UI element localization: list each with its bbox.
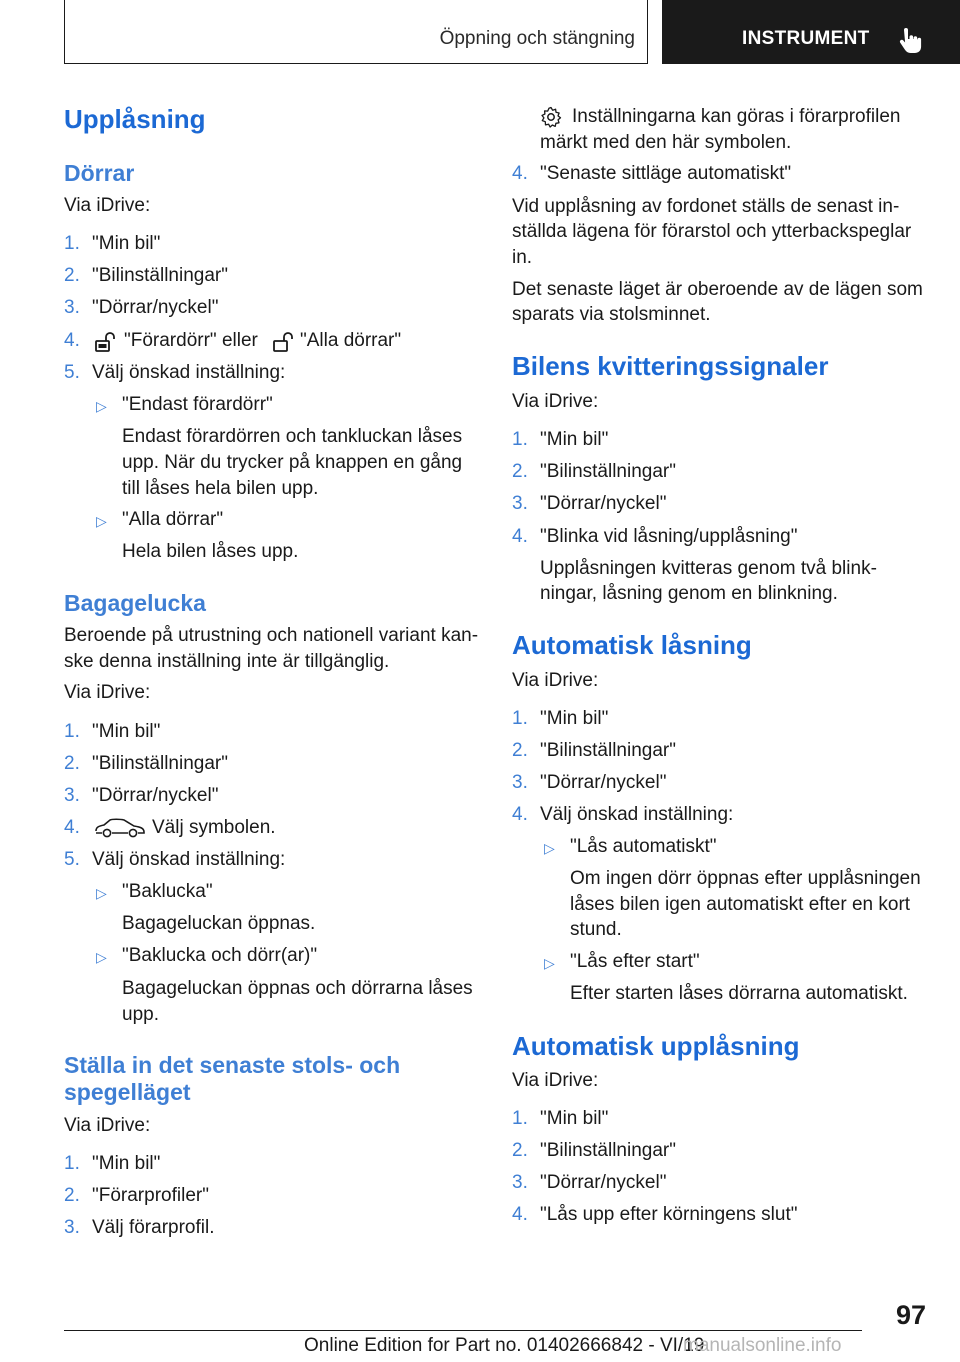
- profile-note-line: Inställningarna kan göras i förarprofilen: [572, 106, 901, 127]
- step-text: "Bilinställningar": [540, 740, 676, 761]
- header-section-box: [64, 0, 648, 64]
- step-text: Välj önskad inställning:: [92, 362, 286, 383]
- step-text: "Min bil": [92, 1153, 161, 1174]
- step-number: 1.: [64, 721, 80, 742]
- via-idrive: Via iDrive:: [64, 1115, 151, 1136]
- step-text: "Min bil": [540, 429, 609, 450]
- step-number: 3.: [512, 493, 528, 514]
- step-text: "Min bil": [92, 233, 161, 254]
- section-title: Öppning och stängning: [439, 28, 635, 49]
- step-number: 5.: [64, 849, 80, 870]
- option-line: upp.: [122, 1004, 159, 1025]
- step-text: "Min bil": [92, 721, 161, 742]
- via-idrive: Via iDrive:: [512, 391, 599, 412]
- via-idrive: Via iDrive:: [64, 195, 151, 216]
- paragraph-line: ställda lägena för förarstol och ytterbackspeglar: [512, 221, 912, 242]
- option-title: "Lås automatiskt": [570, 836, 717, 857]
- paragraph-line: Vid upplåsning av fordonet ställs de senast in-: [512, 196, 900, 217]
- step-text: Välj önskad inställning:: [540, 804, 734, 825]
- step-number: 2.: [512, 461, 528, 482]
- step-text: "Dörrar/nyckel": [92, 785, 219, 806]
- via-idrive: Via iDrive:: [512, 1070, 599, 1091]
- step-text: "Dörrar/nyckel": [540, 1172, 667, 1193]
- gear-profile-icon: [540, 106, 562, 128]
- bullet-triangle: ▷: [96, 513, 107, 529]
- step-text: "Bilinställningar": [540, 461, 676, 482]
- step-number: 3.: [64, 297, 80, 318]
- step-number: 4.: [512, 1204, 528, 1225]
- step-number: 1.: [512, 1108, 528, 1129]
- step-number: 1.: [512, 429, 528, 450]
- bullet-triangle: ▷: [96, 949, 107, 965]
- car-trunk-icon: [94, 817, 146, 839]
- title-unlocking: Upplåsning: [64, 104, 206, 134]
- step-text: "Bilinställningar": [92, 265, 228, 286]
- footer-edition: Online Edition for Part no. 01402666842 - VI/19: [304, 1335, 705, 1356]
- heading-doors: Dörrar: [64, 160, 135, 186]
- step-text: "Lås upp efter körningens slut": [540, 1204, 798, 1225]
- option-line: stund.: [570, 919, 622, 940]
- chapter-label: INSTRUMENT: [742, 28, 870, 49]
- paragraph-line: sparats via stolsminnet.: [512, 304, 711, 325]
- paragraph-line: Det senaste läget är oberoende av de lägen som: [512, 279, 923, 300]
- heading-seat-line: spegelläget: [64, 1079, 191, 1105]
- paragraph-line: Beroende på utrustning och nationell variant kan-: [64, 625, 479, 646]
- paragraph-line: ske denna inställning inte är tillgänglig.: [64, 651, 390, 672]
- heading-auto-lock: Automatisk låsning: [512, 630, 752, 660]
- note-line: Upplåsningen kvitteras genom två blink-: [540, 558, 877, 579]
- step-text: "Bilinställningar": [92, 753, 228, 774]
- step-number: 5.: [64, 362, 80, 383]
- padlock-open-all-icon: [272, 332, 294, 352]
- option-line: Endast förardörren och tankluckan låses: [122, 426, 463, 447]
- via-idrive: Via iDrive:: [64, 682, 151, 703]
- paragraph-line: in.: [512, 247, 533, 268]
- bullet-triangle: ▷: [544, 840, 555, 856]
- note-line: ningar, låsning genom en blinkning.: [540, 583, 838, 604]
- step-number: 3.: [512, 1172, 528, 1193]
- step-number: 2.: [512, 740, 528, 761]
- step-text: "Alla dörrar": [300, 330, 402, 351]
- option-line: Bagageluckan öppnas och dörrarna låses: [122, 978, 473, 999]
- bullet-triangle: ▷: [96, 398, 107, 414]
- step-text: "Bilinställningar": [540, 1140, 676, 1161]
- heading-seat-line: Ställa in det senaste stols- och: [64, 1052, 401, 1078]
- option-line: Hela bilen låses upp.: [122, 541, 299, 562]
- heading-auto-unlock: Automatisk upplåsning: [512, 1031, 800, 1061]
- footer-divider: [64, 1330, 862, 1331]
- option-title: "Alla dörrar": [122, 509, 224, 530]
- step-number: 2.: [64, 265, 80, 286]
- step-number: 3.: [64, 1217, 80, 1238]
- step-number: 4.: [64, 330, 80, 351]
- option-title: "Baklucka": [122, 881, 213, 902]
- step-number: 3.: [64, 785, 80, 806]
- step-number: 4.: [512, 163, 528, 184]
- option-line: Om ingen dörr öppnas efter upplåsningen: [570, 868, 921, 889]
- step-number: 1.: [64, 233, 80, 254]
- padlock-open-driver-icon: [94, 332, 116, 352]
- hand-pointer-icon: [896, 27, 922, 55]
- option-title: "Baklucka och dörr(ar)": [122, 945, 318, 966]
- step-text: Välj önskad inställning:: [92, 849, 286, 870]
- step-text: "Dörrar/nyckel": [540, 772, 667, 793]
- step-text: Välj symbolen.: [152, 817, 276, 838]
- chapter-tab[interactable]: [662, 0, 960, 64]
- page-number: 97: [896, 1300, 927, 1330]
- option-line: upp. När du trycker på knappen en gång: [122, 452, 463, 473]
- step-text: "Dörrar/nyckel": [92, 297, 219, 318]
- option-line: till låses hela bilen upp.: [122, 478, 319, 499]
- step-number: 4.: [512, 804, 528, 825]
- step-number: 1.: [64, 1153, 80, 1174]
- option-title: "Lås efter start": [570, 951, 700, 972]
- via-idrive: Via iDrive:: [512, 670, 599, 691]
- bullet-triangle: ▷: [544, 955, 555, 971]
- step-number: 2.: [512, 1140, 528, 1161]
- step-number: 2.: [64, 753, 80, 774]
- step-text: "Min bil": [540, 708, 609, 729]
- option-line: Bagageluckan öppnas.: [122, 913, 316, 934]
- profile-note-line: märkt med den här symbolen.: [540, 132, 792, 153]
- option-line: Efter starten låses dörrarna automatiskt.: [570, 983, 908, 1004]
- step-text: "Senaste sittläge automatiskt": [540, 163, 792, 184]
- footer-watermark: manualsonline.info: [683, 1335, 842, 1356]
- heading-trunk: Bagagelucka: [64, 590, 206, 616]
- step-text: "Dörrar/nyckel": [540, 493, 667, 514]
- option-title: "Endast förardörr": [122, 394, 273, 415]
- step-number: 4.: [512, 526, 528, 547]
- step-number: 1.: [512, 708, 528, 729]
- step-number: 3.: [512, 772, 528, 793]
- step-number: 2.: [64, 1185, 80, 1206]
- option-line: låses bilen igen automatiskt efter en kort: [570, 894, 911, 915]
- step-text: "Förarprofiler": [92, 1185, 209, 1206]
- step-text: "Min bil": [540, 1108, 609, 1129]
- step-text: "Förardörr" eller: [124, 330, 258, 351]
- step-text: Välj förarprofil.: [92, 1217, 215, 1238]
- bullet-triangle: ▷: [96, 885, 107, 901]
- step-text: "Blinka vid låsning/upplåsning": [540, 526, 798, 547]
- heading-confirmation-signals: Bilens kvitteringssignaler: [512, 351, 829, 381]
- step-number: 4.: [64, 817, 80, 838]
